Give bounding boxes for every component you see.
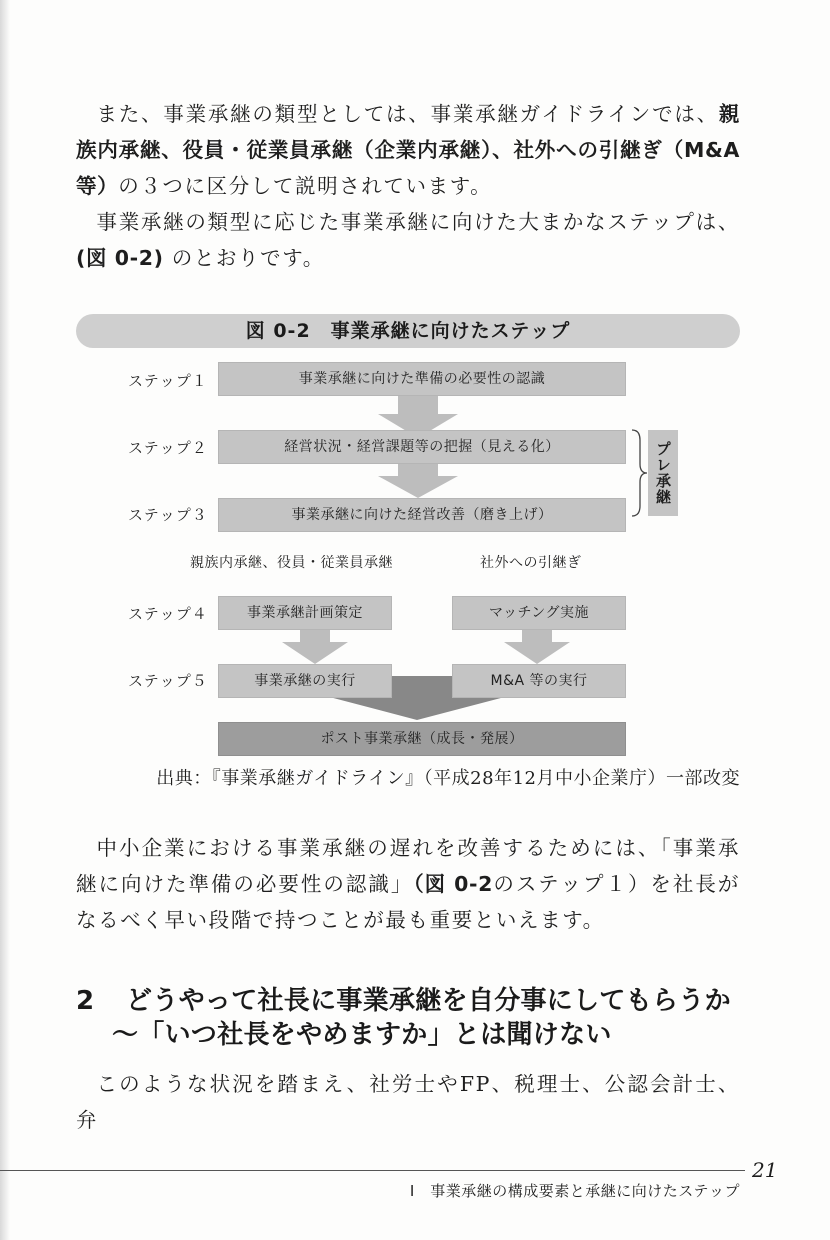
step-3-label: ステップ３ <box>128 506 208 524</box>
paragraph-steps <box>76 204 740 276</box>
step-1-box: 事業承継に向けた準備の必要性の認識 <box>218 362 626 396</box>
page-edge-shadow <box>0 0 10 1240</box>
figure-reference: (図 0-2) <box>76 246 164 270</box>
text-run: のステップ１）を社長がなるべく早い段階で持つことが最も重要といえます。 <box>76 872 740 932</box>
text-run-bold: 親族内承継、役員・従業員承継（企業内承継）、社外への引継ぎ（M&A等） <box>76 102 740 198</box>
figure-reference: （図 0-2 <box>413 872 494 896</box>
paragraph-context: このような状況を踏まえ、社労士やFP、税理士、公認会計士、弁 <box>76 1072 740 1132</box>
step-5-box-external: M&A 等の実行 <box>452 664 626 698</box>
figure-title: 図 0-2 事業承継に向けたステップ <box>76 314 740 348</box>
page-number: 21 <box>752 1158 778 1182</box>
arrow-step4-to-step5-left <box>282 630 348 664</box>
step-4-box-external: マッチング実施 <box>452 596 626 630</box>
footer-rule <box>0 1170 745 1171</box>
step-5-box-internal: 事業承継の実行 <box>218 664 392 698</box>
section-number: 2 <box>76 986 95 1016</box>
text-run: 中小企業における事業承継の遅れを改善するためには、「事業承継に向けた準備の必要性の認識」 <box>76 836 740 896</box>
section-subtitle: ～「いつ社長をやめますか」とは聞けない <box>112 1020 612 1050</box>
figure-caption: 出典：『事業承継ガイドライン』（平成28年12月中小企業庁）一部改変 <box>156 768 740 789</box>
running-footer-title: Ⅰ 事業承継の構成要素と承継に向けたステップ <box>409 1182 740 1200</box>
step-2-label: ステップ２ <box>128 439 208 457</box>
step-1-label: ステップ１ <box>128 372 208 390</box>
post-succession-box: ポスト事業承継（成長・発展） <box>218 722 626 756</box>
branch-label-internal: 親族内承継、役員・従業員承継 <box>190 555 393 571</box>
step-2-box: 経営状況・経営課題等の把握（見える化） <box>218 430 626 464</box>
step-3-box: 事業承継に向けた経営改善（磨き上げ） <box>218 498 626 532</box>
text-run: のとおりです。 <box>163 246 325 270</box>
arrow-step4-to-step5-right <box>504 630 570 664</box>
figure-0-2 <box>76 314 740 764</box>
pre-succession-label: プレ承継 <box>648 430 678 516</box>
step-5-label: ステップ５ <box>128 672 208 690</box>
step-4-box-internal: 事業承継計画策定 <box>218 596 392 630</box>
section-heading <box>76 984 756 1018</box>
paragraph-conclusion <box>76 830 740 938</box>
section-title: どうやって社長に事業承継を自分事にしてもらうか <box>126 986 731 1016</box>
paragraph-types <box>76 96 740 204</box>
text-run: の３つに区分して説明されています。 <box>118 174 493 198</box>
text-run: 事業承継の類型に応じた事業承継に向けた大まかなステップは、 <box>96 210 740 234</box>
branch-label-external: 社外への引継ぎ <box>480 555 582 571</box>
step-4-label: ステップ４ <box>128 605 208 623</box>
text-run: また、事業承継の類型としては、事業承継ガイドラインでは、 <box>96 102 719 126</box>
arrow-step2-to-step3 <box>378 464 458 498</box>
pre-succession-brace <box>632 430 647 516</box>
